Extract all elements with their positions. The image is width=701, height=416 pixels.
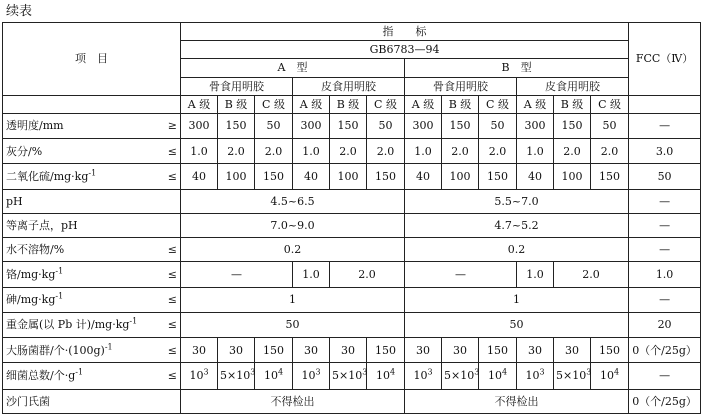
fcc-cell: 0（个/25g） (629, 389, 701, 413)
grade-a: A 级 (181, 95, 218, 113)
cell: $10^4$ (367, 363, 405, 389)
cell: 2.0 (330, 139, 367, 164)
row-ph (3, 189, 701, 213)
cell: 1.0 (517, 262, 554, 287)
row-label: 透明度/mm (3, 113, 159, 138)
fcc-cell: 20 (629, 312, 701, 337)
cell: 1.0 (517, 139, 554, 164)
cell: 100 (554, 164, 591, 189)
header-fcc: FCC（Ⅳ） (629, 23, 701, 96)
cell: 30 (293, 338, 330, 363)
header-fcc-blank (629, 95, 701, 113)
cell: 2.0 (255, 139, 293, 164)
cell: 40 (293, 164, 330, 189)
cell: 4.5~6.5 (181, 189, 405, 213)
fcc-cell: — (629, 238, 701, 262)
cell: 1.0 (293, 139, 330, 164)
cell: 150 (255, 164, 293, 189)
row-label: 砷$/mg\cdot kg^{-1}$ (3, 287, 159, 312)
row-label: 重金属(以 Pb 计)$/mg\cdot kg^{-1}$ (3, 312, 159, 337)
header-item: 项 目 (3, 23, 181, 96)
cell: 30 (442, 338, 479, 363)
superscript: -1 (88, 168, 97, 178)
cell: 2.0 (218, 139, 255, 164)
row-salmonella (3, 389, 701, 413)
cell: — (181, 262, 293, 287)
cell: 50 (405, 312, 629, 337)
header-standard: GB6783—94 (181, 41, 629, 59)
fcc-cell: 1.0 (629, 262, 701, 287)
fcc-cell: 3.0 (629, 139, 701, 164)
cell: 150 (367, 338, 405, 363)
grade-c: C 级 (591, 95, 629, 113)
cell: 150 (479, 338, 517, 363)
cell: 30 (405, 338, 442, 363)
cell: 30 (517, 338, 554, 363)
cell: 4.7~5.2 (405, 213, 629, 237)
cell: 150 (442, 113, 479, 138)
cell: 150 (479, 164, 517, 189)
row-label: 细菌总数/个$\cdot g^{-1}$ (3, 363, 159, 389)
row-label: pH (3, 189, 181, 213)
cell: 150 (591, 338, 629, 363)
cell: $10^3$ (405, 363, 442, 389)
cell: 150 (591, 164, 629, 189)
cell: 2.0 (330, 262, 405, 287)
cell: 2.0 (554, 262, 629, 287)
row-coliforms (3, 338, 701, 363)
cell: 150 (255, 338, 293, 363)
row-so2 (3, 164, 701, 189)
row-total-bacteria (3, 363, 701, 389)
row-heavy-metals (3, 312, 701, 337)
cell: $5\times 10^3$ (218, 363, 255, 389)
cell: $10^4$ (479, 363, 517, 389)
cell: 2.0 (479, 139, 517, 164)
header-type-a: A 型 (181, 59, 405, 77)
superscript: -1 (129, 316, 138, 326)
row-label: 等离子点，pH (3, 213, 181, 237)
fcc-cell: 0（个/25g） (629, 338, 701, 363)
cell: $10^4$ (591, 363, 629, 389)
row-transparency (3, 113, 701, 138)
cell: 5.5~7.0 (405, 189, 629, 213)
cell: $10^3$ (181, 363, 218, 389)
cell: 30 (330, 338, 367, 363)
row-relation: ≤ (159, 312, 181, 337)
cell: 100 (330, 164, 367, 189)
row-ash (3, 139, 701, 164)
cell: 2.0 (442, 139, 479, 164)
superscript: -1 (55, 266, 64, 276)
row-insoluble (3, 238, 701, 262)
row-label: 灰分/% (3, 139, 159, 164)
superscript: -1 (104, 342, 113, 352)
header-b-bone: 骨食用明胶 (405, 77, 517, 95)
cell: 40 (517, 164, 554, 189)
cell: 150 (330, 113, 367, 138)
cell: 不得检出 (181, 389, 405, 413)
row-relation: ≤ (159, 262, 181, 287)
fcc-cell: — (629, 287, 701, 312)
fcc-cell: — (629, 113, 701, 138)
cell: 30 (554, 338, 591, 363)
superscript: -1 (75, 367, 84, 377)
cell: $10^4$ (255, 363, 293, 389)
cell: 1 (181, 287, 405, 312)
header-item-blank (3, 95, 181, 113)
table-caption: 续表 (6, 4, 33, 19)
row-relation: ≤ (159, 287, 181, 312)
superscript: -1 (55, 291, 64, 301)
cell: 0.2 (405, 238, 629, 262)
row-label: 铬$/mg\cdot kg^{-1}$ (3, 262, 159, 287)
grade-b: B 级 (218, 95, 255, 113)
cell: 2.0 (554, 139, 591, 164)
row-relation: ≤ (159, 363, 181, 389)
cell: 1.0 (405, 139, 442, 164)
cell: 1.0 (293, 262, 330, 287)
cell: 100 (218, 164, 255, 189)
row-relation: ≤ (159, 164, 181, 189)
grade-c: C 级 (479, 95, 517, 113)
cell: 40 (405, 164, 442, 189)
cell: 50 (479, 113, 517, 138)
grade-a: A 级 (517, 95, 554, 113)
cell: 30 (218, 338, 255, 363)
spec-table (2, 22, 701, 414)
fcc-cell: 50 (629, 164, 701, 189)
row-label: 大肠菌群/个$\cdot(100g)^{-1}$ (3, 338, 159, 363)
row-relation: ≤ (159, 338, 181, 363)
grade-b: B 级 (554, 95, 591, 113)
cell: 0.2 (181, 238, 405, 262)
cell: 1 (405, 287, 629, 312)
cell: 150 (218, 113, 255, 138)
cell: $10^3$ (517, 363, 554, 389)
row-arsenic (3, 287, 701, 312)
row-relation: ≤ (159, 238, 181, 262)
cell: $5\times 10^3$ (442, 363, 479, 389)
fcc-cell: — (629, 363, 701, 389)
cell: 300 (293, 113, 330, 138)
grade-a: A 级 (293, 95, 330, 113)
header-a-skin: 皮食用明胶 (293, 77, 405, 95)
cell: 50 (367, 113, 405, 138)
cell: 2.0 (591, 139, 629, 164)
grade-c: C 级 (367, 95, 405, 113)
header-indicator: 指 标 (181, 23, 629, 41)
row-isoelectric (3, 213, 701, 237)
cell: $5\times 10^3$ (554, 363, 591, 389)
grade-b: B 级 (442, 95, 479, 113)
cell: 300 (181, 113, 218, 138)
cell: $5\times 10^3$ (330, 363, 367, 389)
fcc-cell: — (629, 213, 701, 237)
cell: — (405, 262, 517, 287)
grade-c: C 级 (255, 95, 293, 113)
grade-b: B 级 (330, 95, 367, 113)
cell: 40 (181, 164, 218, 189)
cell: 1.0 (181, 139, 218, 164)
row-relation: ≤ (159, 139, 181, 164)
cell: 50 (591, 113, 629, 138)
row-relation: ≥ (159, 113, 181, 138)
row-label: 沙门氏菌 (3, 389, 181, 413)
cell: 2.0 (367, 139, 405, 164)
row-chromium (3, 262, 701, 287)
header-a-bone: 骨食用明胶 (181, 77, 293, 95)
header-b-skin: 皮食用明胶 (517, 77, 629, 95)
header-type-b: B 型 (405, 59, 629, 77)
cell: 300 (517, 113, 554, 138)
cell: 150 (367, 164, 405, 189)
cell: 100 (442, 164, 479, 189)
cell: 7.0~9.0 (181, 213, 405, 237)
cell: 不得检出 (405, 389, 629, 413)
cell: $10^3$ (293, 363, 330, 389)
cell: 30 (181, 338, 218, 363)
fcc-cell: — (629, 189, 701, 213)
row-label: 水不溶物/% (3, 238, 159, 262)
grade-a: A 级 (405, 95, 442, 113)
cell: 150 (554, 113, 591, 138)
cell: 50 (181, 312, 405, 337)
cell: 50 (255, 113, 293, 138)
row-label: 二氧化硫$/mg\cdot kg^{-1}$ (3, 164, 159, 189)
cell: 300 (405, 113, 442, 138)
